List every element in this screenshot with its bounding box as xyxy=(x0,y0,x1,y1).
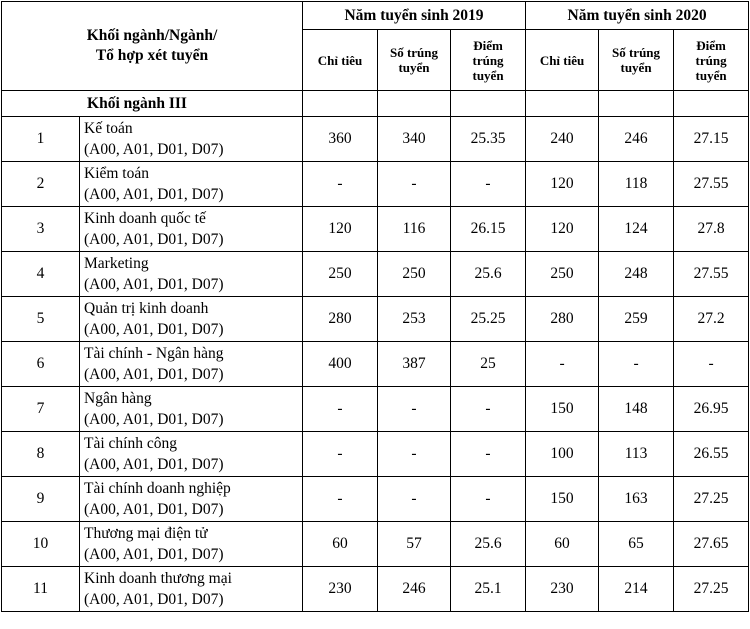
y2019-diem-trung-tuyen: - xyxy=(451,477,526,522)
program-combo: (A00, A01, D01, D07) xyxy=(84,366,224,383)
program-combo: (A00, A01, D01, D07) xyxy=(84,411,224,428)
group-empty-cell xyxy=(451,91,526,117)
header-diem-2020 xyxy=(674,30,749,91)
group-empty-cell xyxy=(599,91,674,117)
y2020-diem-trung-tuyen: 27.8 xyxy=(674,207,749,252)
table-row xyxy=(2,297,749,342)
y2020-chi-tieu: 250 xyxy=(526,252,599,297)
y2020-diem-trung-tuyen: 26.95 xyxy=(674,387,749,432)
row-number: 4 xyxy=(2,252,80,297)
y2019-chi-tieu: 400 xyxy=(303,342,378,387)
y2020-chi-tieu: 60 xyxy=(526,522,599,567)
header-main-column xyxy=(2,2,303,91)
y2019-chi-tieu: 360 xyxy=(303,117,378,162)
y2019-diem-trung-tuyen: 26.15 xyxy=(451,207,526,252)
y2019-diem-trung-tuyen: 25.1 xyxy=(451,567,526,612)
row-program xyxy=(80,297,303,342)
row-number: 3 xyxy=(2,207,80,252)
table-row xyxy=(2,387,749,432)
header-main-line1: Khối ngành/Ngành/ xyxy=(86,27,218,44)
y2020-chi-tieu: 120 xyxy=(526,207,599,252)
y2020-so-trung-tuyen: 259 xyxy=(599,297,674,342)
table-row xyxy=(2,117,749,162)
row-number: 9 xyxy=(2,477,80,522)
y2019-so-trung-tuyen: 116 xyxy=(378,207,451,252)
header-diem-line2: trúng xyxy=(695,52,727,68)
y2019-diem-trung-tuyen: 25 xyxy=(451,342,526,387)
y2020-so-trung-tuyen: 248 xyxy=(599,252,674,297)
program-combo: (A00, A01, D01, D07) xyxy=(84,186,224,203)
row-program xyxy=(80,477,303,522)
group-empty-cell xyxy=(378,91,451,117)
y2019-so-trung-tuyen: 57 xyxy=(378,522,451,567)
header-diem-2019 xyxy=(451,30,526,91)
y2019-chi-tieu: 250 xyxy=(303,252,378,297)
y2020-so-trung-tuyen: 214 xyxy=(599,567,674,612)
row-number: 8 xyxy=(2,432,80,477)
y2019-so-trung-tuyen: 253 xyxy=(378,297,451,342)
y2020-so-trung-tuyen: 246 xyxy=(599,117,674,162)
group-empty-cell xyxy=(674,91,749,117)
y2019-diem-trung-tuyen: - xyxy=(451,432,526,477)
row-program xyxy=(80,522,303,567)
table-row xyxy=(2,567,749,612)
header-main-line2: Tổ hợp xét tuyển xyxy=(95,47,209,64)
table-row xyxy=(2,252,749,297)
header-diem-line3: tuyển xyxy=(472,67,504,83)
program-name: Tài chính công xyxy=(84,435,177,452)
header-so-trung-2020 xyxy=(599,30,674,91)
y2020-chi-tieu: 100 xyxy=(526,432,599,477)
y2020-chi-tieu: 240 xyxy=(526,117,599,162)
header-diem-line1: Điểm xyxy=(473,37,503,53)
program-name: Tài chính doanh nghiệp xyxy=(84,480,231,497)
group-empty-cell xyxy=(303,91,378,117)
program-name: Ngân hàng xyxy=(84,390,152,407)
program-combo: (A00, A01, D01, D07) xyxy=(84,141,224,158)
y2019-diem-trung-tuyen: 25.6 xyxy=(451,252,526,297)
program-name: Marketing xyxy=(84,255,149,272)
y2019-so-trung-tuyen: 246 xyxy=(378,567,451,612)
y2020-diem-trung-tuyen: 27.15 xyxy=(674,117,749,162)
header-so-trung-line1: Số trúng xyxy=(389,45,439,60)
y2019-diem-trung-tuyen: 25.6 xyxy=(451,522,526,567)
header-chi-tieu-2019: Chỉ tiêu xyxy=(303,30,378,91)
header-diem-line3: tuyển xyxy=(695,67,727,83)
y2019-diem-trung-tuyen: - xyxy=(451,162,526,207)
y2020-so-trung-tuyen: 124 xyxy=(599,207,674,252)
y2020-diem-trung-tuyen: 27.2 xyxy=(674,297,749,342)
y2020-chi-tieu: 150 xyxy=(526,387,599,432)
program-name: Kế toán xyxy=(84,120,133,137)
y2020-so-trung-tuyen: 148 xyxy=(599,387,674,432)
y2020-so-trung-tuyen: - xyxy=(599,342,674,387)
y2020-so-trung-tuyen: 65 xyxy=(599,522,674,567)
program-combo: (A00, A01, D01, D07) xyxy=(84,231,224,248)
program-name: Kinh doanh quốc tế xyxy=(84,210,206,227)
header-diem-line2: trúng xyxy=(472,52,504,68)
y2020-diem-trung-tuyen: 27.55 xyxy=(674,252,749,297)
row-number: 1 xyxy=(2,117,80,162)
y2019-chi-tieu: - xyxy=(303,432,378,477)
header-so-trung-line2: tuyển xyxy=(398,60,430,75)
y2019-so-trung-tuyen: - xyxy=(378,162,451,207)
header-year-2019: Năm tuyển sinh 2019 xyxy=(303,2,526,30)
program-name: Kinh doanh thương mại xyxy=(84,570,232,587)
y2020-chi-tieu: 280 xyxy=(526,297,599,342)
y2019-chi-tieu: 60 xyxy=(303,522,378,567)
y2019-so-trung-tuyen: 250 xyxy=(378,252,451,297)
y2020-chi-tieu: 150 xyxy=(526,477,599,522)
header-year-2020: Năm tuyển sinh 2020 xyxy=(526,2,749,30)
y2019-chi-tieu: 280 xyxy=(303,297,378,342)
program-combo: (A00, A01, D01, D07) xyxy=(84,321,224,338)
y2019-diem-trung-tuyen: - xyxy=(451,387,526,432)
row-program xyxy=(80,342,303,387)
y2019-so-trung-tuyen: 387 xyxy=(378,342,451,387)
y2020-diem-trung-tuyen: 27.25 xyxy=(674,477,749,522)
header-diem-line1: Điểm xyxy=(696,37,726,53)
y2020-chi-tieu: 120 xyxy=(526,162,599,207)
program-name: Kiểm toán xyxy=(84,165,149,182)
row-program xyxy=(80,567,303,612)
table-row xyxy=(2,477,749,522)
y2020-chi-tieu: 230 xyxy=(526,567,599,612)
header-so-trung-line1: Số trúng xyxy=(612,45,661,60)
y2020-diem-trung-tuyen: 27.55 xyxy=(674,162,749,207)
y2020-so-trung-tuyen: 163 xyxy=(599,477,674,522)
y2020-diem-trung-tuyen: - xyxy=(674,342,749,387)
program-name: Thương mại điện tử xyxy=(84,525,208,542)
table-body xyxy=(2,117,749,612)
y2020-diem-trung-tuyen: 26.55 xyxy=(674,432,749,477)
y2019-so-trung-tuyen: 340 xyxy=(378,117,451,162)
row-number: 10 xyxy=(2,522,80,567)
admissions-table xyxy=(1,1,749,612)
program-combo: (A00, A01, D01, D07) xyxy=(84,501,224,518)
y2020-diem-trung-tuyen: 27.65 xyxy=(674,522,749,567)
table-row xyxy=(2,162,749,207)
row-program xyxy=(80,117,303,162)
y2019-chi-tieu: 120 xyxy=(303,207,378,252)
row-number: 6 xyxy=(2,342,80,387)
y2019-chi-tieu: - xyxy=(303,477,378,522)
y2020-so-trung-tuyen: 113 xyxy=(599,432,674,477)
y2019-chi-tieu: 230 xyxy=(303,567,378,612)
y2020-diem-trung-tuyen: 27.25 xyxy=(674,567,749,612)
y2019-chi-tieu: - xyxy=(303,387,378,432)
row-number: 11 xyxy=(2,567,80,612)
header-so-trung-2019 xyxy=(378,30,451,91)
program-combo: (A00, A01, D01, D07) xyxy=(84,591,224,608)
y2019-so-trung-tuyen: - xyxy=(378,432,451,477)
program-combo: (A00, A01, D01, D07) xyxy=(84,456,224,473)
y2019-so-trung-tuyen: - xyxy=(378,477,451,522)
row-number: 2 xyxy=(2,162,80,207)
row-program xyxy=(80,387,303,432)
header-chi-tieu-2020: Chỉ tiêu xyxy=(526,30,599,91)
program-combo: (A00, A01, D01, D07) xyxy=(84,546,224,563)
header-so-trung-line2: tuyển xyxy=(620,60,652,75)
row-number: 5 xyxy=(2,297,80,342)
table-row xyxy=(2,342,749,387)
y2019-chi-tieu: - xyxy=(303,162,378,207)
y2020-so-trung-tuyen: 118 xyxy=(599,162,674,207)
table-row xyxy=(2,432,749,477)
y2019-so-trung-tuyen: - xyxy=(378,387,451,432)
program-combo: (A00, A01, D01, D07) xyxy=(84,276,224,293)
program-name: Tài chính - Ngân hàng xyxy=(84,345,224,362)
row-program xyxy=(80,252,303,297)
program-name: Quản trị kinh doanh xyxy=(84,300,209,317)
table-row xyxy=(2,522,749,567)
table-row xyxy=(2,207,749,252)
y2019-diem-trung-tuyen: 25.35 xyxy=(451,117,526,162)
y2019-diem-trung-tuyen: 25.25 xyxy=(451,297,526,342)
row-program xyxy=(80,432,303,477)
y2020-chi-tieu: - xyxy=(526,342,599,387)
row-program xyxy=(80,162,303,207)
group-label: Khối ngành III xyxy=(2,91,303,117)
group-empty-cell xyxy=(526,91,599,117)
row-program xyxy=(80,207,303,252)
row-number: 7 xyxy=(2,387,80,432)
